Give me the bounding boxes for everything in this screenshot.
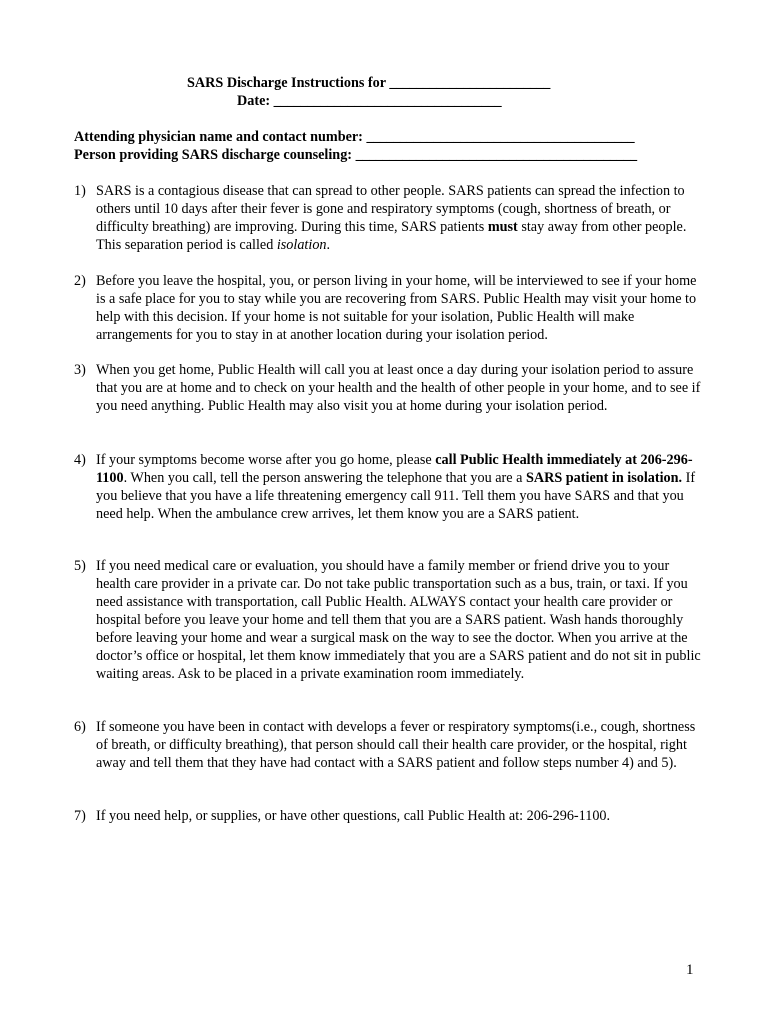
item-number: 4) bbox=[74, 452, 86, 468]
item-text: If your symptoms become worse after you go home, please call Public Health immediately at 206-296-1100. When you call, tell the person answering the telephone that you are a SARS patient in isolation. If you believe that you have a life threatening emergency call 911. Tell them you have SARS and that you need help. When the ambulance crew arrives, let them know you are a SARS patient. bbox=[96, 452, 696, 522]
item-text: Before you leave the hospital, you, or person living in your home, will be interviewed to see if your home is a safe place for you to stay while you are recovering from SARS. Public Health may visit your home to help with this decision. If your home is not suitable for your isolation, Public Health will make arrangements for you to stay in at another location during your isolation period. bbox=[96, 273, 697, 343]
item-text: If you need help, or supplies, or have other questions, call Public Health at: 206-296-1100. bbox=[96, 808, 611, 824]
item-number: 6) bbox=[74, 719, 86, 735]
instruction-item-4 bbox=[74, 451, 704, 523]
instruction-item-1 bbox=[74, 182, 704, 254]
counselor-blank: __________________________________________ bbox=[355, 147, 637, 163]
counselor-label: Person providing SARS discharge counseling: bbox=[74, 147, 356, 163]
document-title bbox=[187, 74, 550, 92]
instruction-item-6 bbox=[74, 718, 704, 772]
instruction-item-2 bbox=[74, 272, 704, 344]
date-label: Date: bbox=[237, 93, 274, 109]
item-number: 2) bbox=[74, 273, 86, 289]
date-line bbox=[237, 92, 501, 110]
physician-blank: ________________________________________ bbox=[366, 129, 635, 145]
emphasis-call-public-health: call Public Health immediately at 206-296-1100 bbox=[96, 452, 693, 486]
counselor-line bbox=[74, 146, 637, 164]
physician-line bbox=[74, 128, 634, 146]
item-number: 7) bbox=[74, 808, 86, 824]
instruction-item-5 bbox=[74, 557, 704, 683]
item-number: 1) bbox=[74, 183, 86, 199]
item-text: If someone you have been in contact with develops a fever or respiratory symptoms(i.e., cough, shortness of breath, or difficulty breathing), that person should call their health care provider, or the hospital, right away and tell them that they have had contact with a SARS patient and follow steps number 4) and 5). bbox=[96, 719, 696, 771]
emphasis-sars-patient: SARS patient in isolation. bbox=[525, 470, 683, 486]
patient-name-blank: ________________________ bbox=[389, 75, 550, 91]
item-text: When you get home, Public Health will call you at least once a day during your isolation period to assure that you are at home and to check on your health and the health of other people in your home, and to see if you need anything. Public Health may also visit you at home during your isolation period. bbox=[96, 362, 701, 414]
item-text: If you need medical care or evaluation, you should have a family member or friend drive you to your health care provider in a private car. Do not take public transportation such as a bus, train, or taxi. If you need assistance with transportation, call Public Health. ALWAYS contact your health care provider or hospital before you leave your home and tell them that you are a SARS patient. Wash hands thoroughly before leaving your home and wear a surgical mask on the way to see the doctor. When you arrive at the doctor’s office or hospital, let them know immediately that you are a SARS patient and do not sit in public waiting areas. Ask to be placed in a private examination room immediately. bbox=[96, 558, 701, 682]
instruction-item-7 bbox=[74, 807, 704, 825]
page-number: 1 bbox=[686, 962, 694, 978]
emphasis-must: must bbox=[487, 219, 518, 235]
item-text: SARS is a contagious disease that can spread to other people. SARS patients can spread the infection to others until 10 days after their fever is gone and respiratory symptoms (cough, shortness of breath, or difficulty breathing) are improving. During this time, SARS patients must stay away from other people. This separation period is called isolation. bbox=[96, 183, 687, 253]
physician-label: Attending physician name and contact number: bbox=[74, 129, 367, 145]
instruction-item-3 bbox=[74, 361, 704, 415]
item-number: 3) bbox=[74, 362, 86, 378]
title-label: SARS Discharge Instructions for bbox=[187, 75, 390, 91]
date-blank: __________________________________ bbox=[273, 93, 502, 109]
emphasis-isolation: isolation bbox=[276, 237, 327, 253]
item-number: 5) bbox=[74, 558, 86, 574]
